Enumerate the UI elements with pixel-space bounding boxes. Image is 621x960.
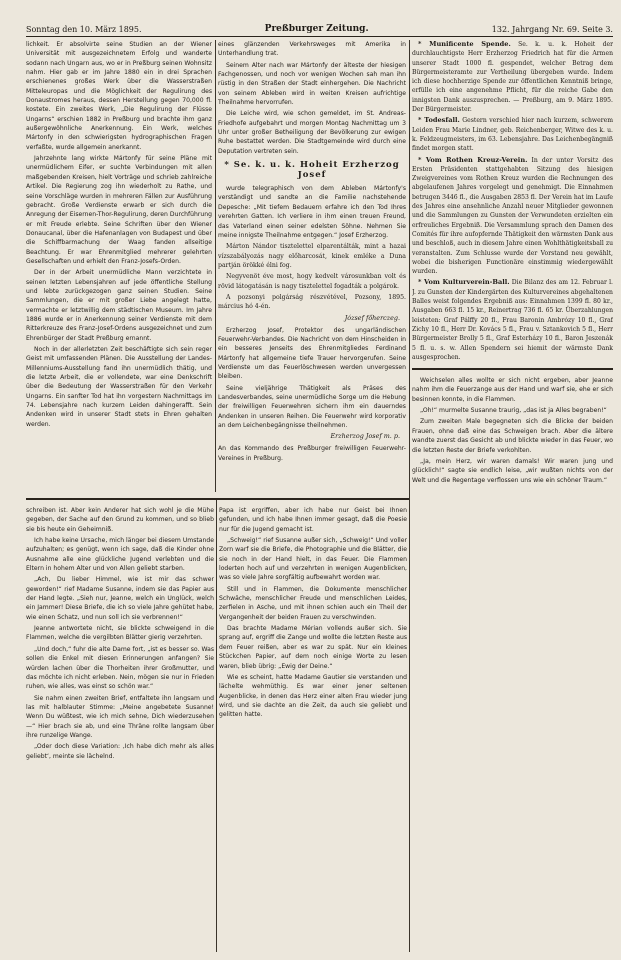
header-date: Sonntag den 10. März 1895. [26, 25, 142, 34]
notice-item [412, 116, 613, 153]
feuilleton-paragraph: „Schweig!“ rief Susanne außer sich, „Schweig!“ Und voller Zorn warf sie die Briefe, die Photographie und die Blätter, die sie noch in der Hand hielt, in das Feuer. Die Flammen loderten hoch auf und verzehrten in wenigen Augenblicken, was so viele Jahre sorgfältig aufbewahrt worden war. [219, 537, 407, 582]
signature: József főherczeg. [344, 313, 400, 322]
col1-paragraph: lichkeit. Er absolvirte seine Studien an der Wiener Universität mit ausgezeichnetem Erfolg und wanderte sodann nach Ungarn aus, wo er in Preßburg seinen Wohnsitz nahm. Hier gab er im Jahre 1880 ein in drei Sprachen erschienenes großes Werk über die Wasserstraßen Mitteleuropas und die Möglichkeit der Regulirung des Donaustromes heraus, dessen Herstellung gegen 70,000 fl. kostete. Ein zweites Werk, „Die Regulirung der Flüsse Ungarns“ erschien 1882 in Preßburg und brachte ihm ganz außergewöhnliche Anerkennung. Ein Werk, welches Mártonfy in den schwierigsten hydrographischen Fragen verfaßte, wurde allgemein anerkannt. [26, 41, 212, 151]
notice-title: * Vom Kulturverein-Ball. [418, 278, 510, 287]
notice-text: Die Bilanz des am 12. Februar l. J. zu Gunsten der Kindergärten des Kulturvereines abgehaltenen Balles weist folgendes Ergebniß aus: Einnahmen 1399 fl. 80 kr., Ausgaben 663 fl. 15 kr., Reinertrag 736 fl. 65 kr. Überzahlungen leisteten: Graf Pálffy 20 fl., Frau Baronin Ambrózy 10 fl., Graf Zichy 10 fl., Herr Dr. Kovács 5 fl., Frau v. Sztankovich 5 fl., Herr Bürgermeister Brolly 5 fl., Graf Esterházy 10 fl., Baron Jeszenák 5 fl. u. s. w. Allen Spendern sei hiemit der wärmste Dank ausgesprochen. [412, 279, 613, 361]
col2-hungarian-paragraph: Márton Nándor tisztelettel elparentálták, mint a hazai vízszabályozás nagy előharcosát, kinek emléke a Duna partján örökké élni fog. [218, 243, 406, 269]
column-1 [26, 40, 212, 490]
header-issue: 132. Jahrgang Nr. 69. Seite 3. [491, 25, 613, 34]
feuilleton-left-column [26, 506, 214, 952]
notice-title: * Munificente Spende. [418, 40, 511, 48]
feuilleton-paragraph: „Oder doch diese Variation: ‚Ich habe dich mehr als alles geliebt‘, meinte sie lächelnd. [26, 743, 214, 760]
feuilleton-paragraph: Jeanne antwortete nicht, sie blickte schweigend in die Flammen, welche die vergilbten Blätter gierig verzehrten. [26, 625, 214, 642]
notice-text: In der unter Vorsitz des Ersten Präsidenten stattgehabten Sitzung des hiesigen Zweigvereines vom Rothen Kreuz wurden die Rechnungen des abgelaufenen Jahres vorgelegt und genehmigt. Die Einnahmen betrugen 3446 fl., die Ausgaben 2853 fl. Der Verein hat im Laufe des Jahres eine ansehnliche Anzahl neuer Mitglieder gewonnen und die Sammlungen zu Gunsten der Verwundeten erzielten ein erfreuliches Ergebniß. Die Versammlung sprach den Damen des Comités für ihre aufopfernde Thätigkeit den wärmsten Dank aus und beschloß, auch in diesem Jahre einen Wohlthätigkeitsball zu veranstalten. Zum Schlusse wurde der Vorstand neu gewählt, wobei die bisherigen Functionäre einstimmig wiedergewählt wurden. [412, 156, 613, 276]
col2-paragraph: Erzherzog Josef, Protektor des ungarländischen Feuerwehr-Verbandes. Die Nachricht von dem Hinscheiden in ein besseres Jenseits des Ehrenmitgliedes Ferdinand Mártonfy hat allgemeine tiefe Trauer hervorgerufen. Seine Verdienste um das Feuerlöschwesen werden unvergessen bleiben. [218, 326, 406, 381]
page-header [26, 22, 613, 34]
notice-item [412, 156, 613, 277]
col2-hungarian-paragraph: Negyvenöt éve most, hogy kedvelt városunkban volt és rövid látogatásán is nagy tisztelettel fogadták a polgárok. [218, 273, 406, 290]
col1-paragraph: Jahrzehnte lang wirkte Mártonfy für seine Pläne mit unermüdlichem Eifer, er suchte Verbindungen mit allen maßgebenden Kreisen, hielt Vorträge und schrieb zahlreiche Artikel. Die Regierung zog ihn wiederholt zu Rathe, und seine Vorschläge wurden in mehreren Fällen zur Ausführung gebracht. Große Verdienste erwarb er sich durch die Anregung der Eisernen-Thor-Regulirung, deren Durchführung er mit Freude erlebte. Seine Schriften über den Wiener Donaucanal, über die Hafenanlagen von Budapest und über die Schiffbarmachung der Waag fanden allseitige Beachtung. Er war Ehrenmitglied mehrerer gelehrten Gesellschaften und erhielt den Franz-Josefs-Orden. [26, 155, 212, 265]
col2-closing: An das Kommando des Preßburger freiwilligen Feuerwehr-Vereines in Preßburg. [218, 445, 406, 462]
article-heading-erzherzog: * Se. k. u. k. Hoheit Erzherzog Josef [224, 160, 400, 181]
feuilleton-paragraph: Ich habe keine Ursache, mich länger bei diesem Umstande aufzuhalten; es genügt, wenn ich sage, daß die Kinder ohne Ausnahme alle eine glückliche Jugend verlebten und die Eltern in hohem Alter und von Allen geliebt starben. [26, 537, 214, 573]
notice-text: Se. k. u. k. Hoheit der durchlauchtigste Herr Erzherzog Friedrich hat für die Armen unserer Stadt 1000 fl. gespendet, welcher Betrag dem Bürgermeisteramte zur Vertheilung übergeben wurde. Indem ich diese hochherzige Spende zur öffentlichen Kenntniß bringe, erfülle ich eine angenehme Pflicht, für die reiche Gabe den innigsten Dank auszusprechen. — Preßburg, am 9. März 1895. Der Bürgermeister. [412, 41, 613, 114]
column-divider [216, 500, 217, 952]
notice-text: Gestern verschied hier nach kurzem, schwerem Leiden Frau Marie Lindner, geb. Reichenberger, Witwe des k. u. k. Feldzeugmeisters, im 63. Lebensjahre. Das Leichenbegängniß findet morgen statt. [412, 117, 613, 153]
header-rule [26, 36, 613, 37]
feuilleton-paragraph: Still und in Flammen, die Dokumente menschlicher Schwäche, menschlicher Freude und menschlichen Leides, zerfielen in Asche, und mit ihnen schien auch ein Theil der Vergangenheit der beiden Frauen zu verschwinden. [219, 585, 407, 621]
notice-item [412, 40, 613, 114]
story-paragraph: Weichselen alles wollte er sich nicht ergeben, aber Jeanne nahm ihm die Feuerzange aus der Hand und warf sie, ehe er sich besinnen konnte, in die Flammen. [412, 377, 613, 403]
notice-item [412, 278, 613, 362]
feuilleton-right-column [219, 506, 407, 952]
col1-paragraph: Der in der Arbeit unermüdliche Mann verzichtete in seinen letzten Lebensjahren auf jede öffentliche Stellung und lebte zurückgezogen ganz seinen Studien. Seine Sammlungen, die er mit großer Liebe angelegt hatte, vermachte er letztwillig dem städtischen Museum. Im Jahre 1886 wurde er in Anerkennung seiner Verdienste mit dem Ritterkreuze des Franz-Josef-Ordens ausgezeichnet und zum Ehrenbürger der Stadt Preßburg ernannt. [26, 269, 212, 342]
col1-paragraph: Noch in der allerletzten Zeit beschäftigte sich sein reger Geist mit umfassenden Plänen. Die Ausstellung der Landes-Millenniums-Ausstellung fand ihn unermüdlich thätig, und die letzte Arbeit, die er vollendete, war eine Denkschrift über die Bedeutung der Wasserstraßen für den Verkehr Ungarns. Ein sanfter Tod hat ihn vorgestern Nachmittags im 74. Lebensjahre nach kurzem Leiden dahingerafft. Sein Andenken wird in unserer Stadt stets in Ehren gehalten werden. [26, 346, 212, 428]
feuilleton-paragraph: Das brachte Madame Mérian vollends außer sich. Sie sprang auf, ergriff die Zange und wollte die letzten Reste aus dem Feuer reißen, aber es war zu spät. Nur ein kleines Stückchen Papier, auf dem noch einige Worte zu lesen waren, blieb übrig: „Ewig der Deine.“ [219, 625, 407, 670]
section-separator [412, 368, 613, 370]
column-divider [409, 40, 410, 952]
feuilleton-paragraph: schreiben ist. Aber kein Anderer hat sich wohl je die Mühe gegeben, der Sache auf den Grund zu kommen, und so blieb sie bis heute ein Geheimniß. [26, 507, 214, 533]
feuilleton-paragraph: Wie es scheint, hatte Madame Gautier sie verstanden und lächelte wehmüthig. Es war einer jener seltenen Augenblicke, in denen das Herz einer alten Frau wieder jung wird, und sie dachte an die Zeit, da auch sie geliebt und gelitten hatte. [219, 673, 407, 719]
story-paragraph: „Ja, mein Herz, wir waren damals! Wir waren jung und glücklich!“ sagte sie endlich leise, „wir wußten nichts von der Welt und die Regentage verflossen uns wie ein schöner Traum.“ [412, 457, 613, 484]
notice-title: * Todesfall. [418, 116, 460, 125]
header-title: Preßburger Zeitung. [264, 24, 369, 34]
col2-paragraph: Die Leiche wird, wie schon gemeldet, im St. Andreas-Friedhofe aufgebahrt und morgen Montag Nachmittag um 3 Uhr unter großer Betheiligung der Bevölkerung zur ewigen Ruhe bestattet werden. Die Stadtgemeinde wird durch eine Deputation vertreten sein. [218, 110, 406, 155]
col2-paragraph: wurde telegraphisch von dem Ableben Mártonfy's verständigt und sandte an die Familie nachstehende Depesche: „Mit tiefem Bedauern erfahre ich den Tod Ihres verehrten Gatten. Ich verliere in ihm einen treuen Freund, das Vaterland einen seiner edelsten Söhne. Nehmen Sie meine innigste Theilnahme entgegen.“ Josef Erzherzog. [218, 185, 406, 239]
feuilleton-paragraph: „Ach, Du lieber Himmel, wie ist mir das schwer geworden!“ rief Madame Susanne, indem sie das Papier aus der Hand legte. „Sieh nur, Jeanne, welch ein Unglück, welch ein Jammer! Diese Briefe, die ich so viele Jahre gehütet habe, wie einen Schatz, und nun soll ich sie verbrennen!“ [26, 576, 214, 621]
feuilleton-paragraph: Papa ist ergriffen, aber ich habe nur Geist bei Ihnen gefunden, und ich habe Ihnen immer gesagt, daß die Poesie nur für die Jugend gemacht ist. [219, 507, 407, 533]
col2-paragraph: eines glänzenden Verkehrsweges mit Amerika in Unterhandlung trat. [218, 41, 406, 58]
story-paragraph: „Oh!“ murmelte Susanne traurig, „das ist ja Alles begraben!“ [420, 407, 607, 415]
column-2 [218, 40, 406, 490]
notice-title: * Vom Rothen Kreuz-Verein. [418, 155, 528, 164]
signature: Erzherzog Josef m. p. [330, 432, 400, 441]
col2-paragraph: Seinem Alter nach war Mártonfy der älteste der hiesigen Fachgenossen, und noch vor wenigen Wochen sah man ihn rüstig in den Straßen der Stadt einhergehen. Die Nachricht von seinem Ableben wird in weiten Kreisen aufrichtige Theilnahme hervorrufen. [218, 61, 406, 107]
feuilleton-paragraph: Sie nahm einen zweiten Brief, entfaltete ihn langsam und las mit halblauter Stimme: „Meine angebetete Susanne! Wenn Du wüßtest, wie ich mich sehne, Dich wiederzusehen —“ Hier brach sie ab, und eine Thräne rollte langsam über ihre runzelige Wange. [26, 694, 214, 739]
col2-paragraph: Seine vieljährige Thätigkeit als Präses des Landesverbandes, seine unermüdliche Sorge um die Hebung der freiwilligen Feuerwehren sichern ihm ein dauerndes Andenken in unseren Reihen. Die Feuerwehr wird korporativ an dem Leichenbegängnisse theilnehmen. [218, 384, 406, 430]
feuilleton-paragraph: „Und doch,“ fuhr die alte Dame fort, „ist es besser so. Was sollen die Enkel mit diesen Erinnerungen anfangen? Sie würden lachen über die Thorheiten ihrer Großmutter, und das möchte ich nicht erleben. Nein, mögen sie nur in Frieden ruhen, wie alles, was einst so schön war.“ [26, 645, 214, 691]
col2-date-line: A pozsonyi polgárság részvétével, Pozsony, 1895. március hó 4-én. [218, 293, 406, 311]
story-paragraph: Zum zweiten Male begegneten sich die Blicke der beiden Frauen, ohne daß eine das Schweigen brach. Aber die ältere wandte zuerst das Gesicht ab und blickte wieder in das Feuer, wo die letzten Reste der Briefe verkohlten. [412, 418, 613, 454]
column-divider [215, 40, 216, 492]
feuilleton-rule [26, 498, 409, 500]
column-3 [412, 40, 613, 952]
